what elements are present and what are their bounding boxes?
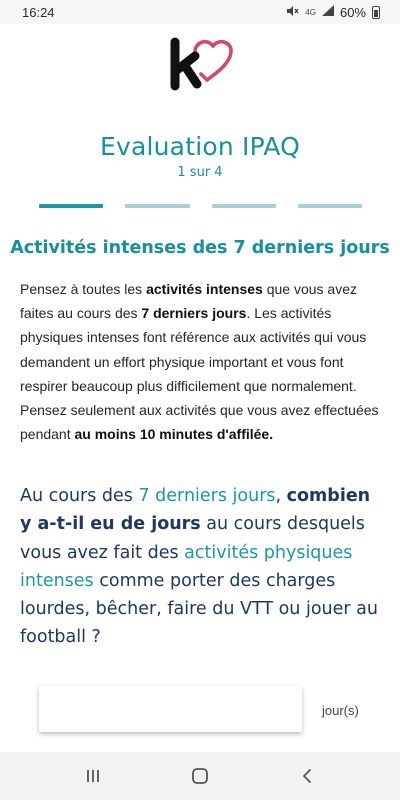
recent-apps-button[interactable]: [73, 756, 113, 796]
battery-percentage: 60%: [339, 4, 366, 20]
logo-icon: [165, 30, 235, 94]
progress-steps: [39, 204, 362, 208]
section-title: Activités intenses des 7 derniers jours: [10, 238, 390, 258]
progress-step-1: [39, 204, 103, 208]
back-button[interactable]: [287, 756, 327, 796]
intro-text-3: . Les activités physiques intenses font référence aux activités qui vous demandent un effort physique important et vous font respirer beaucoup plus difficilement que normalement. Pensez seulement aux activités que vous avez effectuées pendant: [20, 305, 379, 443]
battery-icon: [372, 6, 380, 19]
app-logo: [165, 30, 235, 94]
question-text: [20, 482, 385, 652]
question-text-4: comme porter des charges lourdes, bêcher, faire du VTT ou jouer au football ?: [20, 570, 378, 648]
question-highlight-2: activités physiques intenses: [20, 542, 353, 591]
signal-icon: [322, 5, 334, 19]
step-counter: 1 sur 4: [177, 165, 223, 180]
status-icons: [286, 5, 380, 20]
home-button[interactable]: [180, 756, 220, 796]
days-input[interactable]: [39, 686, 302, 732]
intro-bold-3: au moins 10 minutes d'affilée.: [74, 426, 274, 443]
intro-bold-2: 7 derniers jours: [141, 305, 247, 322]
intro-text-1: Pensez à toutes les: [20, 281, 147, 297]
question-highlight-1: 7 derniers jours: [138, 486, 276, 506]
intro-text: [20, 277, 382, 446]
recent-apps-icon: [85, 768, 101, 784]
home-icon: [191, 767, 209, 785]
page-title: Evaluation IPAQ: [99, 132, 301, 161]
intro-text-2: que vous avez faites au cours des: [20, 281, 357, 322]
progress-step-3: [212, 204, 276, 208]
mute-icon: [286, 5, 299, 20]
intro-bold-1: activités intenses: [146, 281, 263, 297]
days-unit-label: jour(s): [322, 703, 359, 718]
status-bar: [0, 0, 400, 24]
progress-step-4: [298, 204, 362, 208]
system-nav-bar: [0, 752, 400, 800]
question-text-1: Au cours des: [20, 486, 139, 506]
question-text-2: ,: [275, 486, 287, 506]
question-text-3: au cours desquels vous avez fait des: [20, 514, 365, 563]
back-icon: [300, 768, 314, 784]
network-label: 4G: [305, 7, 316, 17]
question-bold-1: combien y a-t-il eu de jours: [20, 486, 371, 535]
progress-step-2: [125, 204, 189, 208]
status-time: 16:24: [22, 4, 55, 20]
